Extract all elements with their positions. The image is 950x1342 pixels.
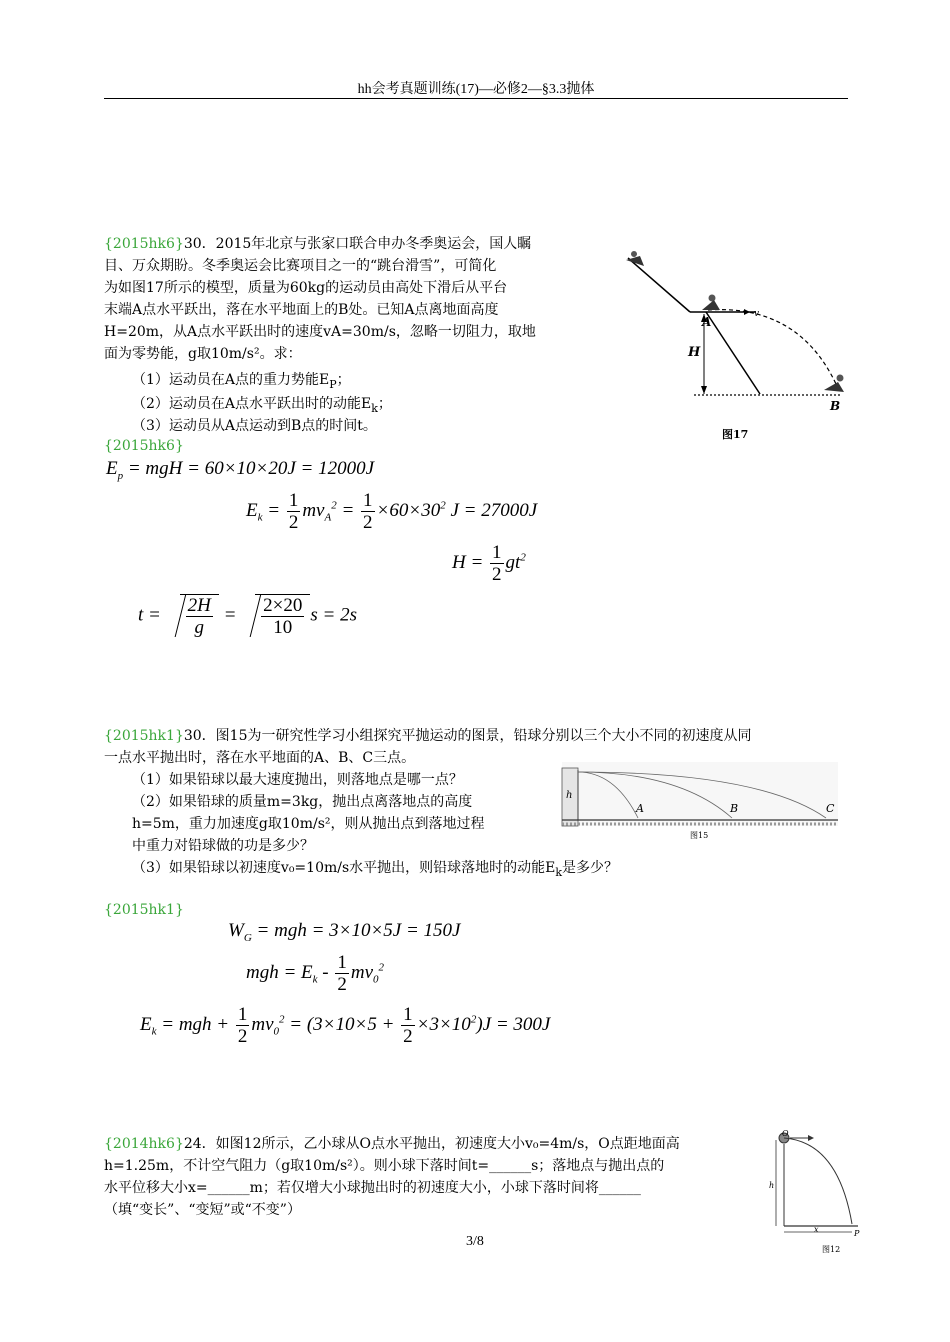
problem-2-q1: （1）如果铅球以最大速度抛出，则落地点是哪一点？	[132, 772, 463, 788]
figure-12-caption: 图12	[822, 1245, 841, 1254]
problem-1-q1-text: （1）运动员在A点的重力势能E	[132, 372, 330, 388]
support-line	[706, 312, 760, 394]
problem-2-q3-sub: k	[555, 865, 563, 879]
problem-3-line-3: 水平位移大小x=______m；若仅增大小球抛出时的初速度大小，小球下落时间将______	[104, 1180, 641, 1196]
problem-3-tag: {2014hk6}	[104, 1136, 184, 1152]
figure-17-caption: 图17	[722, 428, 749, 441]
problem-1-line-1	[104, 234, 531, 255]
problem-1-line-1-text: 30．2015年北京与张家口联合申办冬季奥运会，国人瞩	[183, 236, 532, 252]
height-arrow-bottom	[701, 386, 707, 394]
problem-1-q2-end: ；	[377, 396, 392, 412]
problem-1-line-2: 目、万众期盼。冬季奥运会比赛项目之一的“跳台滑雪”，可简化	[104, 258, 497, 274]
problem-2-q2: （2）如果铅球的质量m=3kg，抛出点离落地点的高度	[132, 794, 473, 810]
equation-wg: $W_G$ = mgh = 3×10×5J = 150J	[228, 920, 461, 944]
problem-1-q3: （3）运动员从A点运动到B点的时间t。	[132, 418, 377, 434]
problem-1-answer-tag: {2015hk6}	[104, 438, 184, 454]
equation-t: t = $\frac{2H}{g}$ = $\frac{2\times 20}{10}$ s = 2s	[138, 595, 358, 638]
problem-2-q3-text: （3）如果铅球以初速度v₀=10m/s水平抛出，则铅球落地时的动能E	[132, 860, 556, 876]
problem-2-tag: {2015hk1}	[104, 728, 184, 744]
problem-2-q3-end: 是多少？	[562, 860, 619, 876]
problem-1-line-4: 末端A点水平跃出，落在水平地面上的B处。已知A点离地面高度	[104, 302, 499, 318]
problem-1-tag: {2015hk6}	[104, 236, 184, 252]
problem-2-q2-line-3: 中重力对铅球做的功是多少？	[132, 838, 314, 854]
ski-slope	[628, 258, 690, 312]
problem-2-q3	[132, 858, 618, 883]
problem-3-line-1-text: 24．如图12所示，乙小球从O点水平抛出，初速度大小v₀=4m/s，O点距地面高	[183, 1136, 680, 1152]
trajectory	[784, 1138, 852, 1224]
problem-1-line-6: 面为零势能，g取10m/s²。求：	[104, 346, 302, 362]
problem-1-q2-text: （2）运动员在A点水平跃出时的动能E	[132, 396, 372, 412]
label-h: h	[566, 790, 573, 801]
problem-2-q2-line-2: h=5m，重力加速度g取10m/s²，则从抛出点到落地过程	[132, 816, 485, 832]
problem-2-line-1	[104, 726, 752, 747]
problem-1-q2-sub: k	[371, 401, 378, 415]
header-rule	[104, 98, 848, 99]
problem-2-line-2: 一点水平抛出时，落在水平地面的A、B、C三点。	[104, 750, 416, 766]
problem-1-q1-end: ；	[336, 372, 351, 388]
label-b: B	[830, 399, 841, 413]
problem-3-line-4: （填“变长”、“变短”或“不变”）	[104, 1202, 301, 1218]
skier-a	[702, 295, 720, 311]
velocity-arrowhead	[808, 1135, 814, 1141]
figure-15-caption: 图15	[690, 831, 709, 840]
velocity-arrowhead	[744, 309, 750, 315]
problem-3-line-2: h=1.25m，不计空气阻力（g取10m/s²）。则小球下落时间t=______s；落地点与抛出点的	[104, 1158, 665, 1174]
equation-h: H = $\frac{1}{2}$ $gt^2$	[452, 542, 526, 585]
trajectory	[708, 310, 836, 384]
equation-ek: $E_k$ = $\frac{1}{2}$ $mv_A^2$ = $\frac{1}{2}$ $\times 60\times 30^2$ J = 27000J	[246, 490, 538, 533]
equation-ep: $E_p$ = mgH = 60×10×20J = 12000J	[106, 458, 375, 482]
equation-energy: mgh = $E_k$ - $\frac{1}{2}$ $mv_0^2$	[246, 952, 385, 995]
page-number: 3/8	[466, 1234, 484, 1249]
page-header: hh会考真题训练(17)—必修2—§3.3抛体	[357, 82, 595, 97]
label-h: h	[769, 1181, 775, 1190]
problem-3-line-1	[104, 1134, 680, 1155]
label-c: C	[826, 802, 835, 815]
label-v: v	[754, 309, 760, 319]
label-o: O	[782, 1129, 789, 1138]
figure-15-bg	[562, 762, 838, 826]
label-a: A	[636, 802, 644, 815]
problem-1-q1	[132, 370, 351, 395]
label-b: B	[730, 802, 739, 815]
label-p: P	[854, 1229, 860, 1238]
problem-1-line-3: 为如图17所示的模型，质量为60kg的运动员由高处下滑后从平台	[104, 280, 508, 296]
label-x: x	[814, 1225, 819, 1234]
equation-ek2: $E_k$ = mgh + $\frac{1}{2}$ $mv_0^2 = (3\times 10\times 5$ + $\frac{1}{2}$ $\times 3\times 10^2)J = 300J$	[140, 1004, 551, 1047]
problem-2-answer-tag: {2015hk1}	[104, 902, 184, 918]
figure-15	[560, 760, 840, 842]
label-a: A	[702, 315, 712, 329]
problem-1-q1-sub: P	[329, 377, 337, 391]
problem-1-line-5: H=20m，从A点水平跃出时的速度vA=30m/s，忽略一切阻力，取地	[104, 324, 536, 340]
skier-b	[824, 375, 844, 393]
label-h: H	[688, 345, 701, 360]
figure-17	[608, 238, 858, 448]
problem-2-line-1-text: 30．图15为一研究性学习小组探究平抛运动的图景，铅球分别以三个大小不同的初速度从同	[183, 728, 752, 744]
